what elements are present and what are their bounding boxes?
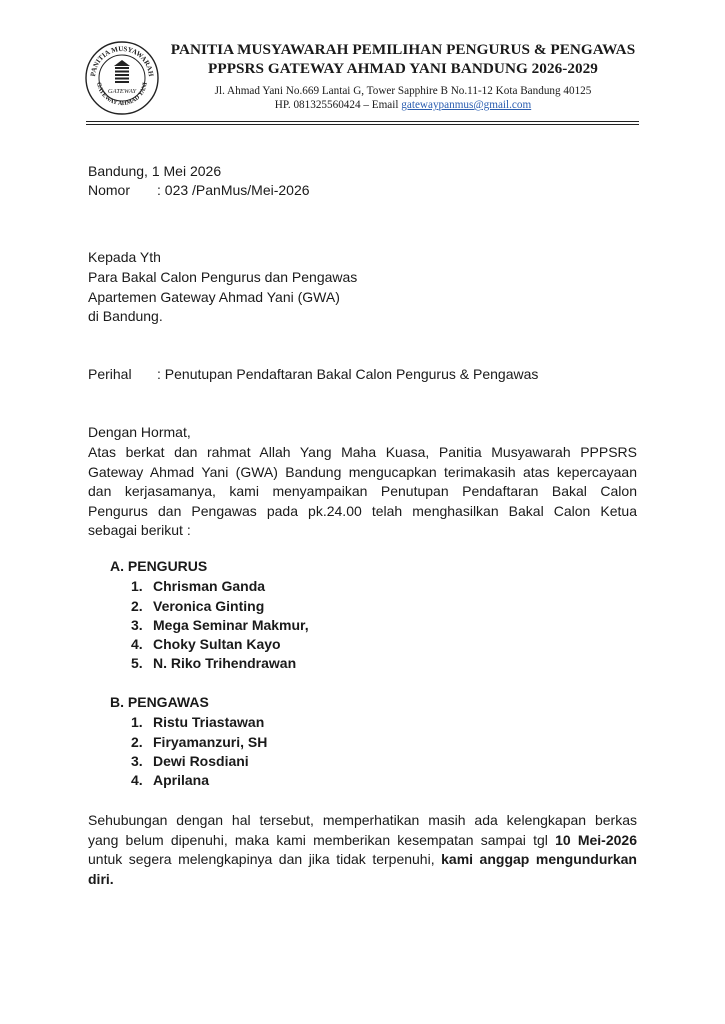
logo-middle-text: GATEWAY (107, 88, 137, 95)
list-item: 1. Ristu Triastawan (131, 714, 265, 730)
recipient-line: Kepada Yth (88, 249, 161, 265)
section-heading-pengawas: B. PENGAWAS (110, 694, 209, 710)
list-item: 1. Chrisman Ganda (131, 578, 266, 594)
consequence-text: kami anggap mengundurkan (441, 851, 637, 868)
organization-logo (84, 40, 160, 116)
candidate-name: Ristu Triastawan (153, 714, 265, 730)
intro-paragraph (88, 443, 637, 541)
recipient-line: Para Bakal Calon Pengurus dan Pengawas (88, 269, 358, 285)
list-item: 3. Mega Seminar Makmur, (131, 617, 309, 633)
candidate-name: Chrisman Ganda (153, 578, 266, 594)
association-name: PPPSRS GATEWAY AHMAD YANI BANDUNG 2026-2029 (208, 60, 598, 77)
candidate-name: Mega Seminar Makmur, (153, 617, 309, 633)
candidate-name: Veronica Ginting (153, 598, 265, 614)
recipient-line: di Bandung. (88, 308, 163, 324)
nomor-value: : 023 /PanMus/Mei-2026 (157, 182, 310, 198)
perihal-value: : Penutupan Pendaftaran Bakal Calon Pengurus & Pengawas (157, 366, 539, 382)
header-divider-thin (86, 124, 639, 125)
candidate-name: Firyamanzuri, SH (153, 734, 268, 750)
building-icon (114, 60, 130, 83)
paragraph-line: Atas berkat dan rahmat Allah Yang Maha Kuasa, Panitia Musyawarah PPPSRS (88, 444, 637, 460)
paragraph-line: diri. (88, 870, 114, 887)
list-item: 3. Dewi Rosdiani (131, 753, 249, 769)
recipient-line: Apartemen Gateway Ahmad Yani (GWA) (88, 289, 340, 305)
list-item: 5. N. Riko Trihendrawan (131, 655, 297, 671)
list-item: 4. Aprilana (131, 772, 210, 788)
phone-text: HP. 081325560424 – Email (274, 99, 402, 111)
logo-bottom-text: GATEWAY AHMAD YANI (95, 81, 149, 108)
paragraph-line: sebagai berikut : (88, 522, 191, 539)
paragraph-line: yang belum dipenuhi, maka kami memberikan kesempatan sampai tgl 10 Mei-2026 (88, 831, 637, 848)
paragraph-line: dan kerjasamanya, kami menyampaikan Penutupan Pendaftaran Bakal Calon (88, 483, 637, 500)
logo-top-text: PANITIA MUSYAWARAH (89, 44, 156, 77)
paragraph-line: Pengurus dan Pengawas pada pk.24.00 telah menghasilkan Bakal Calon Ketua (88, 502, 637, 519)
contact-line (168, 98, 638, 112)
letterhead-text (168, 40, 638, 112)
paragraph-line: Sehubungan dengan hal tersebut, memperhatikan masih ada kelengkapan berkas (88, 812, 637, 828)
candidate-name: Aprilana (153, 772, 210, 788)
section-heading-pengurus: A. PENGURUS (110, 558, 208, 574)
candidate-name: N. Riko Trihendrawan (153, 655, 297, 671)
candidate-name: Dewi Rosdiani (153, 753, 249, 769)
candidate-name: Choky Sultan Kayo (153, 636, 281, 652)
salutation: Dengan Hormat, (88, 424, 191, 440)
closing-paragraph (88, 811, 637, 889)
place-date: Bandung, 1 Mei 2026 (88, 163, 222, 179)
committee-name: PANITIA MUSYAWARAH PEMILIHAN PENGURUS & PENGAWAS (170, 41, 636, 58)
email-link[interactable]: gatewaypanmus@gmail.com (401, 99, 532, 111)
paragraph-line: untuk segera melengkapinya dan jika tidak terpenuhi, kami anggap mengundurkan (88, 851, 637, 868)
list-item: 2. Firyamanzuri, SH (131, 734, 268, 750)
nomor-label: Nomor (88, 182, 131, 198)
letterhead (82, 38, 642, 118)
header-divider (86, 121, 639, 122)
perihal-label: Perihal (88, 366, 132, 382)
list-item: 4. Choky Sultan Kayo (131, 636, 281, 652)
address: Jl. Ahmad Yani No.669 Lantai G, Tower Sapphire B No.11-12 Kota Bandung 40125 (214, 85, 592, 97)
paragraph-line: Gateway Ahmad Yani (GWA) Bandung mengucapkan terimakasih atas kepercayaan (88, 463, 637, 480)
list-item: 2. Veronica Ginting (131, 598, 265, 614)
deadline-date: 10 Mei-2026 (555, 831, 637, 848)
